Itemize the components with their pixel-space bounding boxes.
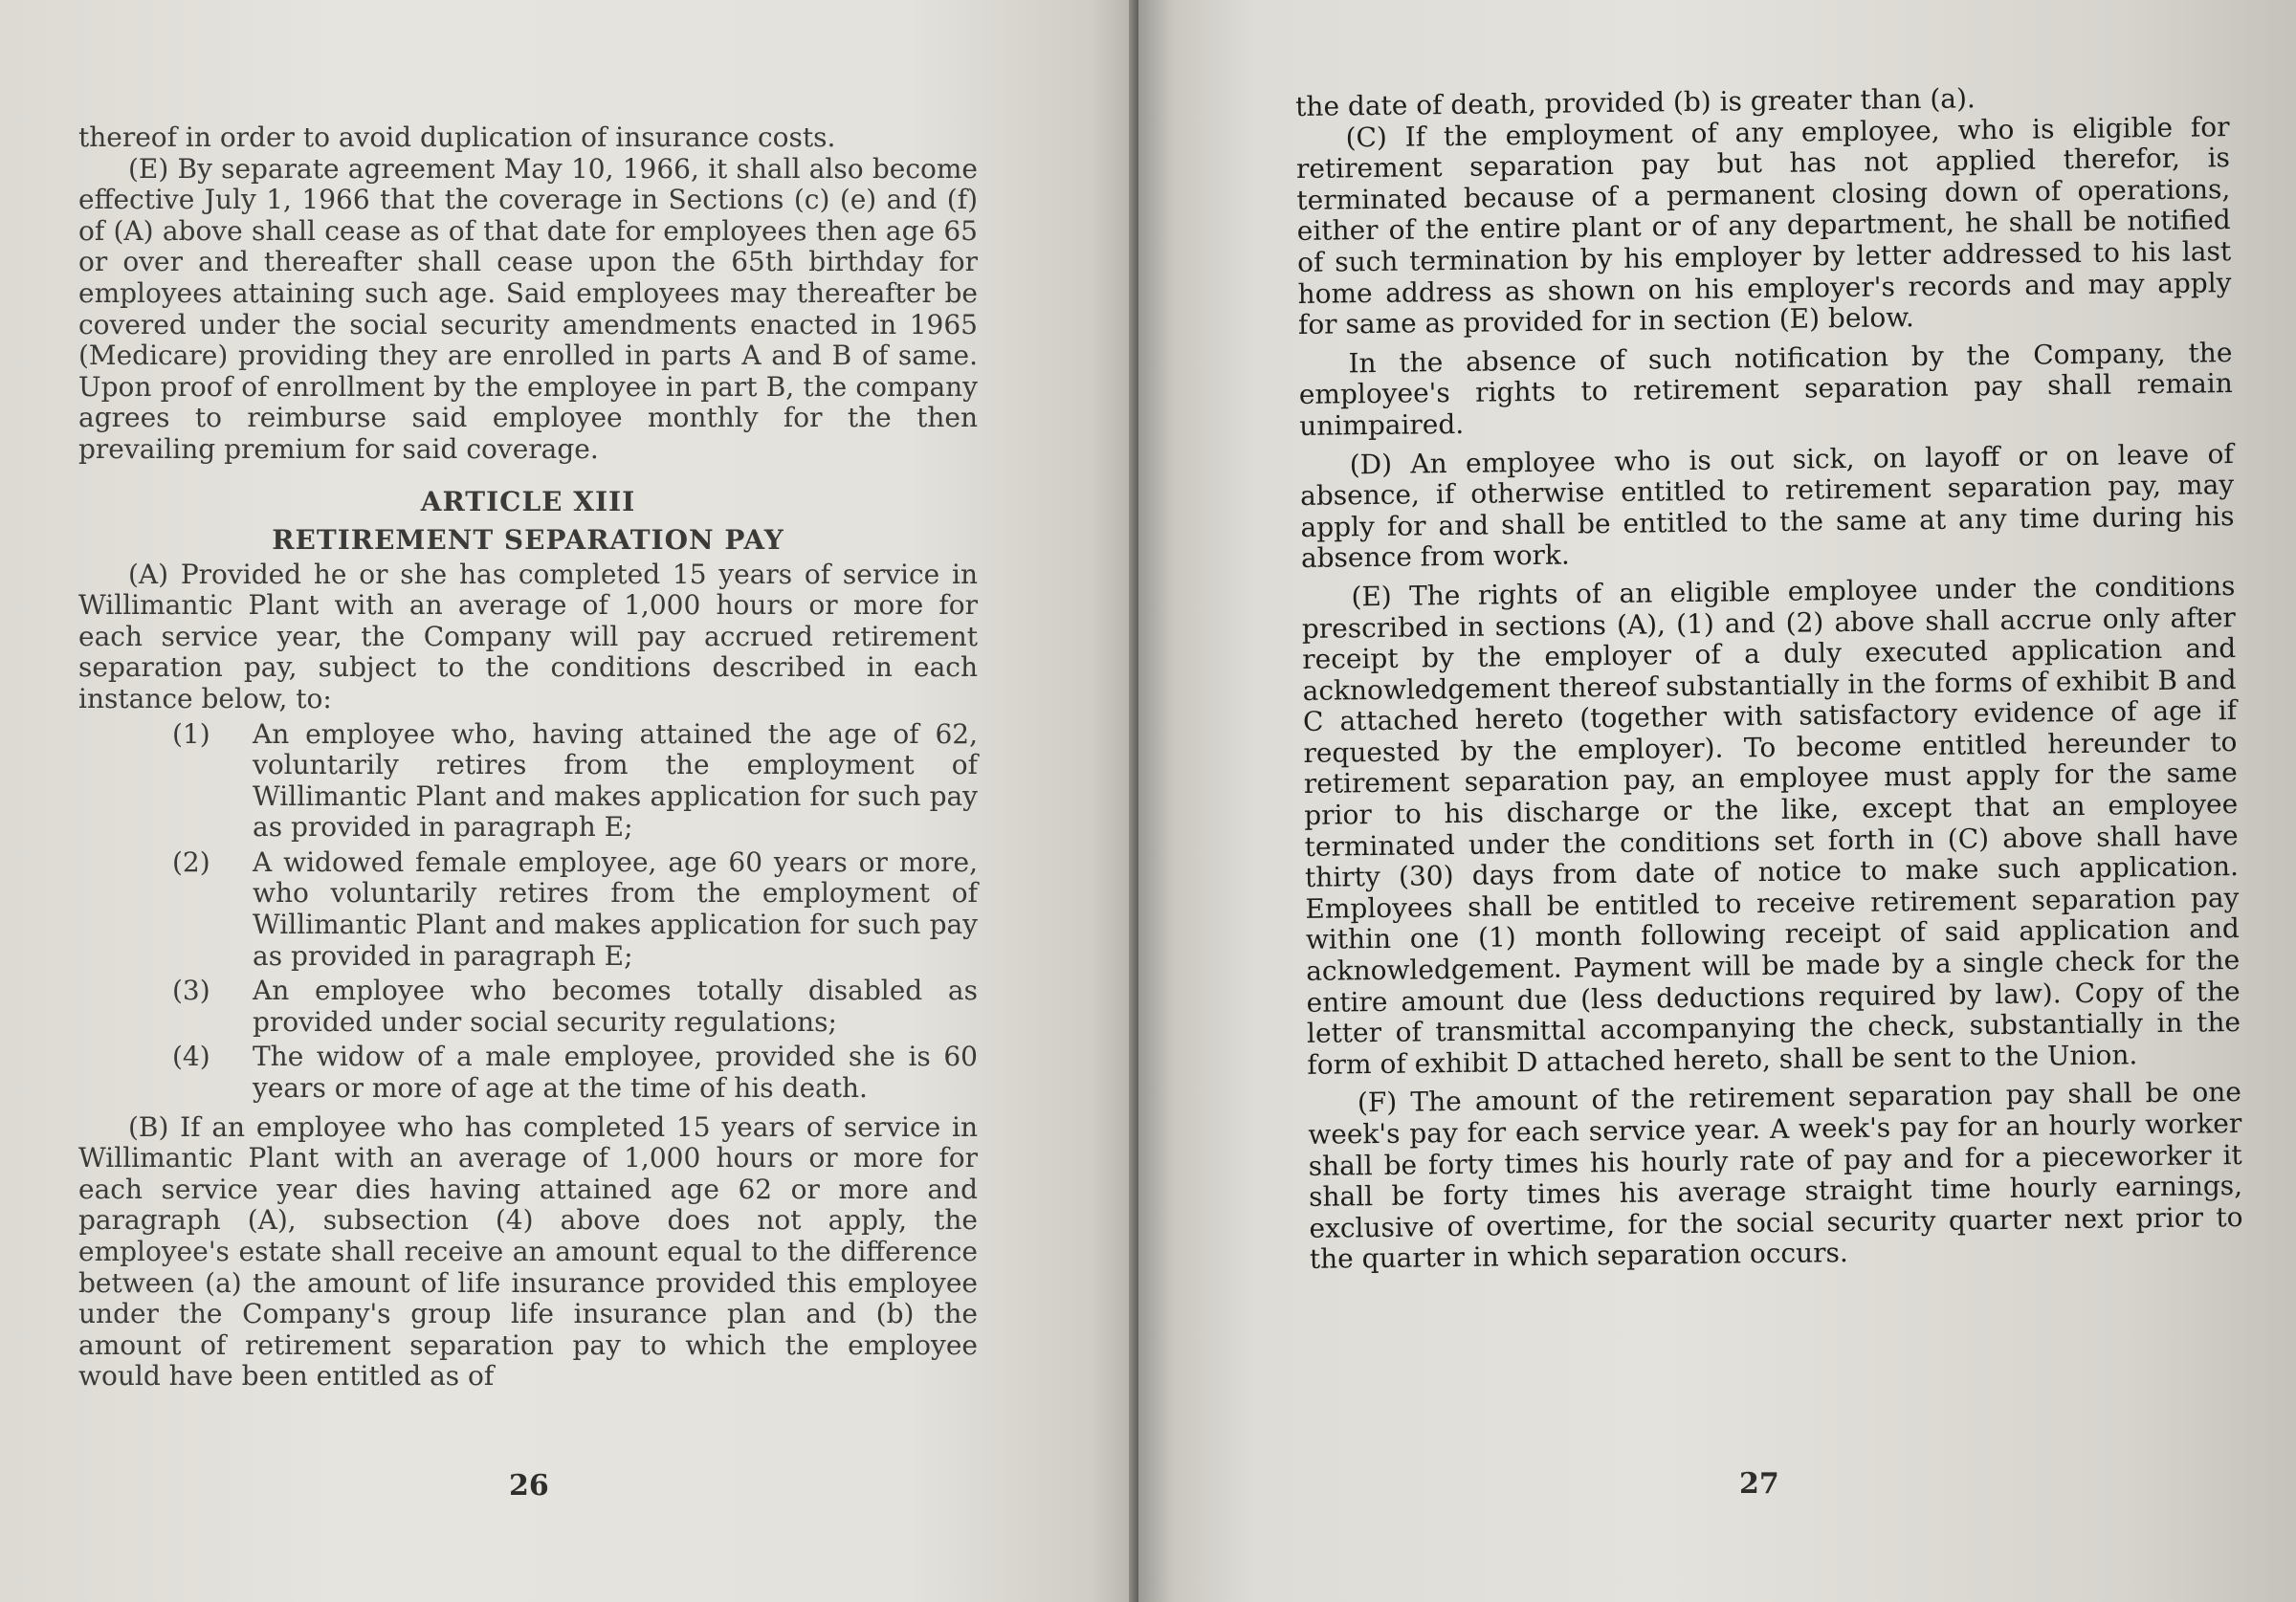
page-number-left: 26: [509, 1469, 549, 1503]
list-item-text: The widow of a male employee, provided she is 60 years or more of age at the time of his death.: [253, 1041, 978, 1105]
list-item-number: (3): [172, 975, 210, 1007]
list-item-number: (2): [172, 845, 210, 878]
paragraph-continuation: the date of death, provided (b) is greater than (a).: [1294, 82, 1976, 122]
paragraph-e-rights: (E) The rights of an eligible employee under the conditions prescribed in sections (A), (1) and (2) above shall accrue only after receipt by the employer of a duly executed application and acknowledgement thereof substantially in the forms of exhibit B and C attached hereto (together with satisfactory evidence of age if requested by the employer). To become entitled hereunder to retirement separation pay, an employee must apply for the same prior to his discharge or the like, except that an employee terminated under the conditions set forth in (C) above shall have thirty (30) days from date of notice to make such application. Employees shall be entitled to receive retirement separation pay within one (1) month following receipt of said application and acknowledgement. Payment will be made by a single check for the entire amount due (less deductions required by law). Copy of the letter of transmittal accompanying the check, substantially in the form of exhibit D attached hereto, shall be sent to the Union.: [1301, 569, 2241, 1081]
list-item-number: (4): [172, 1041, 210, 1073]
paragraph-e-medicare: (E) By separate agreement May 10, 1966, it shall also become effective July 1, 1966 that the coverage in Sections (c) (e) and (f) of (A) above shall cease as of that date for employees then age 65 or over and thereafter shall cease upon the 65th birthday for employees attaining such age. Said employees may thereafter be covered under the social security amendments enacted in 1965 (Medicare) providing they are enrolled in parts A and B of same. Upon proof of enrollment by the employee in part B, the company agrees to reimburse said employee monthly for the then prevailing premium for said coverage.: [78, 152, 978, 465]
list-item: [78, 1042, 978, 1104]
list-item: [78, 976, 978, 1038]
page-number-right: 27: [1739, 1467, 1779, 1501]
list-item: [78, 719, 978, 844]
paragraph-b: (B) If an employee who has completed 15 years of service in Willimantic Plant with an average of 1,000 hours or more for each service year dies having attained age 62 or more and paragraph (A), subsection (4) above does not apply, the employee's estate shall receive an amount equal to the difference between (a) the amount of life insurance provided this employee under the Company's group life insurance plan and (b) the amount of retirement separation pay to which the employee would have been entitled as of: [78, 1110, 978, 1393]
paragraph-continuation: thereof in order to avoid duplication of insurance costs.: [78, 121, 836, 153]
list-item-number: (1): [172, 717, 210, 750]
paragraph-f: (F) The amount of the retirement separation pay shall be one week's pay for each service year. A week's pay for an hourly worker shall be forty times his hourly rate of pay and for a pieceworker it shall be forty times his average straight time hourly earnings, exclusive of overtime, for the social security quarter next prior to the quarter in which separation occurs.: [1308, 1076, 2243, 1276]
article-subtitle: RETIREMENT SEPARATION PAY: [272, 523, 784, 556]
left-page: [0, 0, 1137, 1602]
paragraph-a: (A) Provided he or she has completed 15 years of service in Willimantic Plant with an average of 1,000 hours or more for each service year, the Company will pay accrued retirement separation pay, subject to the conditions described in each instance below, to:: [78, 558, 978, 714]
paragraph-c: (C) If the employment of any employee, who is eligible for retirement separation pay but has not applied therefor, is terminated because of a permanent closing down of operations, either of the entire plant or of any department, he shall be notified of such termination by his employer by letter addressed to his last home address as shown on his employer's records and may apply for same as provided for in section (E) below.: [1295, 110, 2232, 341]
list-item-text: A widowed female employee, age 60 years or more, who voluntarily retires from the employment of Willimantic Plant and makes application for such pay as provided in paragraph E;: [253, 845, 978, 972]
article-title: ARTICLE XIII: [420, 485, 636, 517]
paragraph-notification: In the absence of such notification by the Company, the employee's rights to retirement separation pay shall remain unimpaired.: [1298, 336, 2233, 442]
list-item-text: An employee who, having attained the age of 62, voluntarily retires from the employment of Willimantic Plant and makes application for such pay as provided in paragraph E;: [253, 717, 978, 844]
list-item-text: An employee who becomes totally disabled as provided under social security regulations;: [253, 975, 978, 1038]
list-item: [78, 847, 978, 972]
left-page-text: [78, 122, 978, 1393]
right-page-text: [1295, 80, 2243, 1276]
paragraph-d: (D) An employee who is out sick, on layoff or on leave of absence, if otherwise entitled to retirement separation pay, may apply for and shall be entitled to the same at any time during his absence from work.: [1299, 437, 2235, 575]
